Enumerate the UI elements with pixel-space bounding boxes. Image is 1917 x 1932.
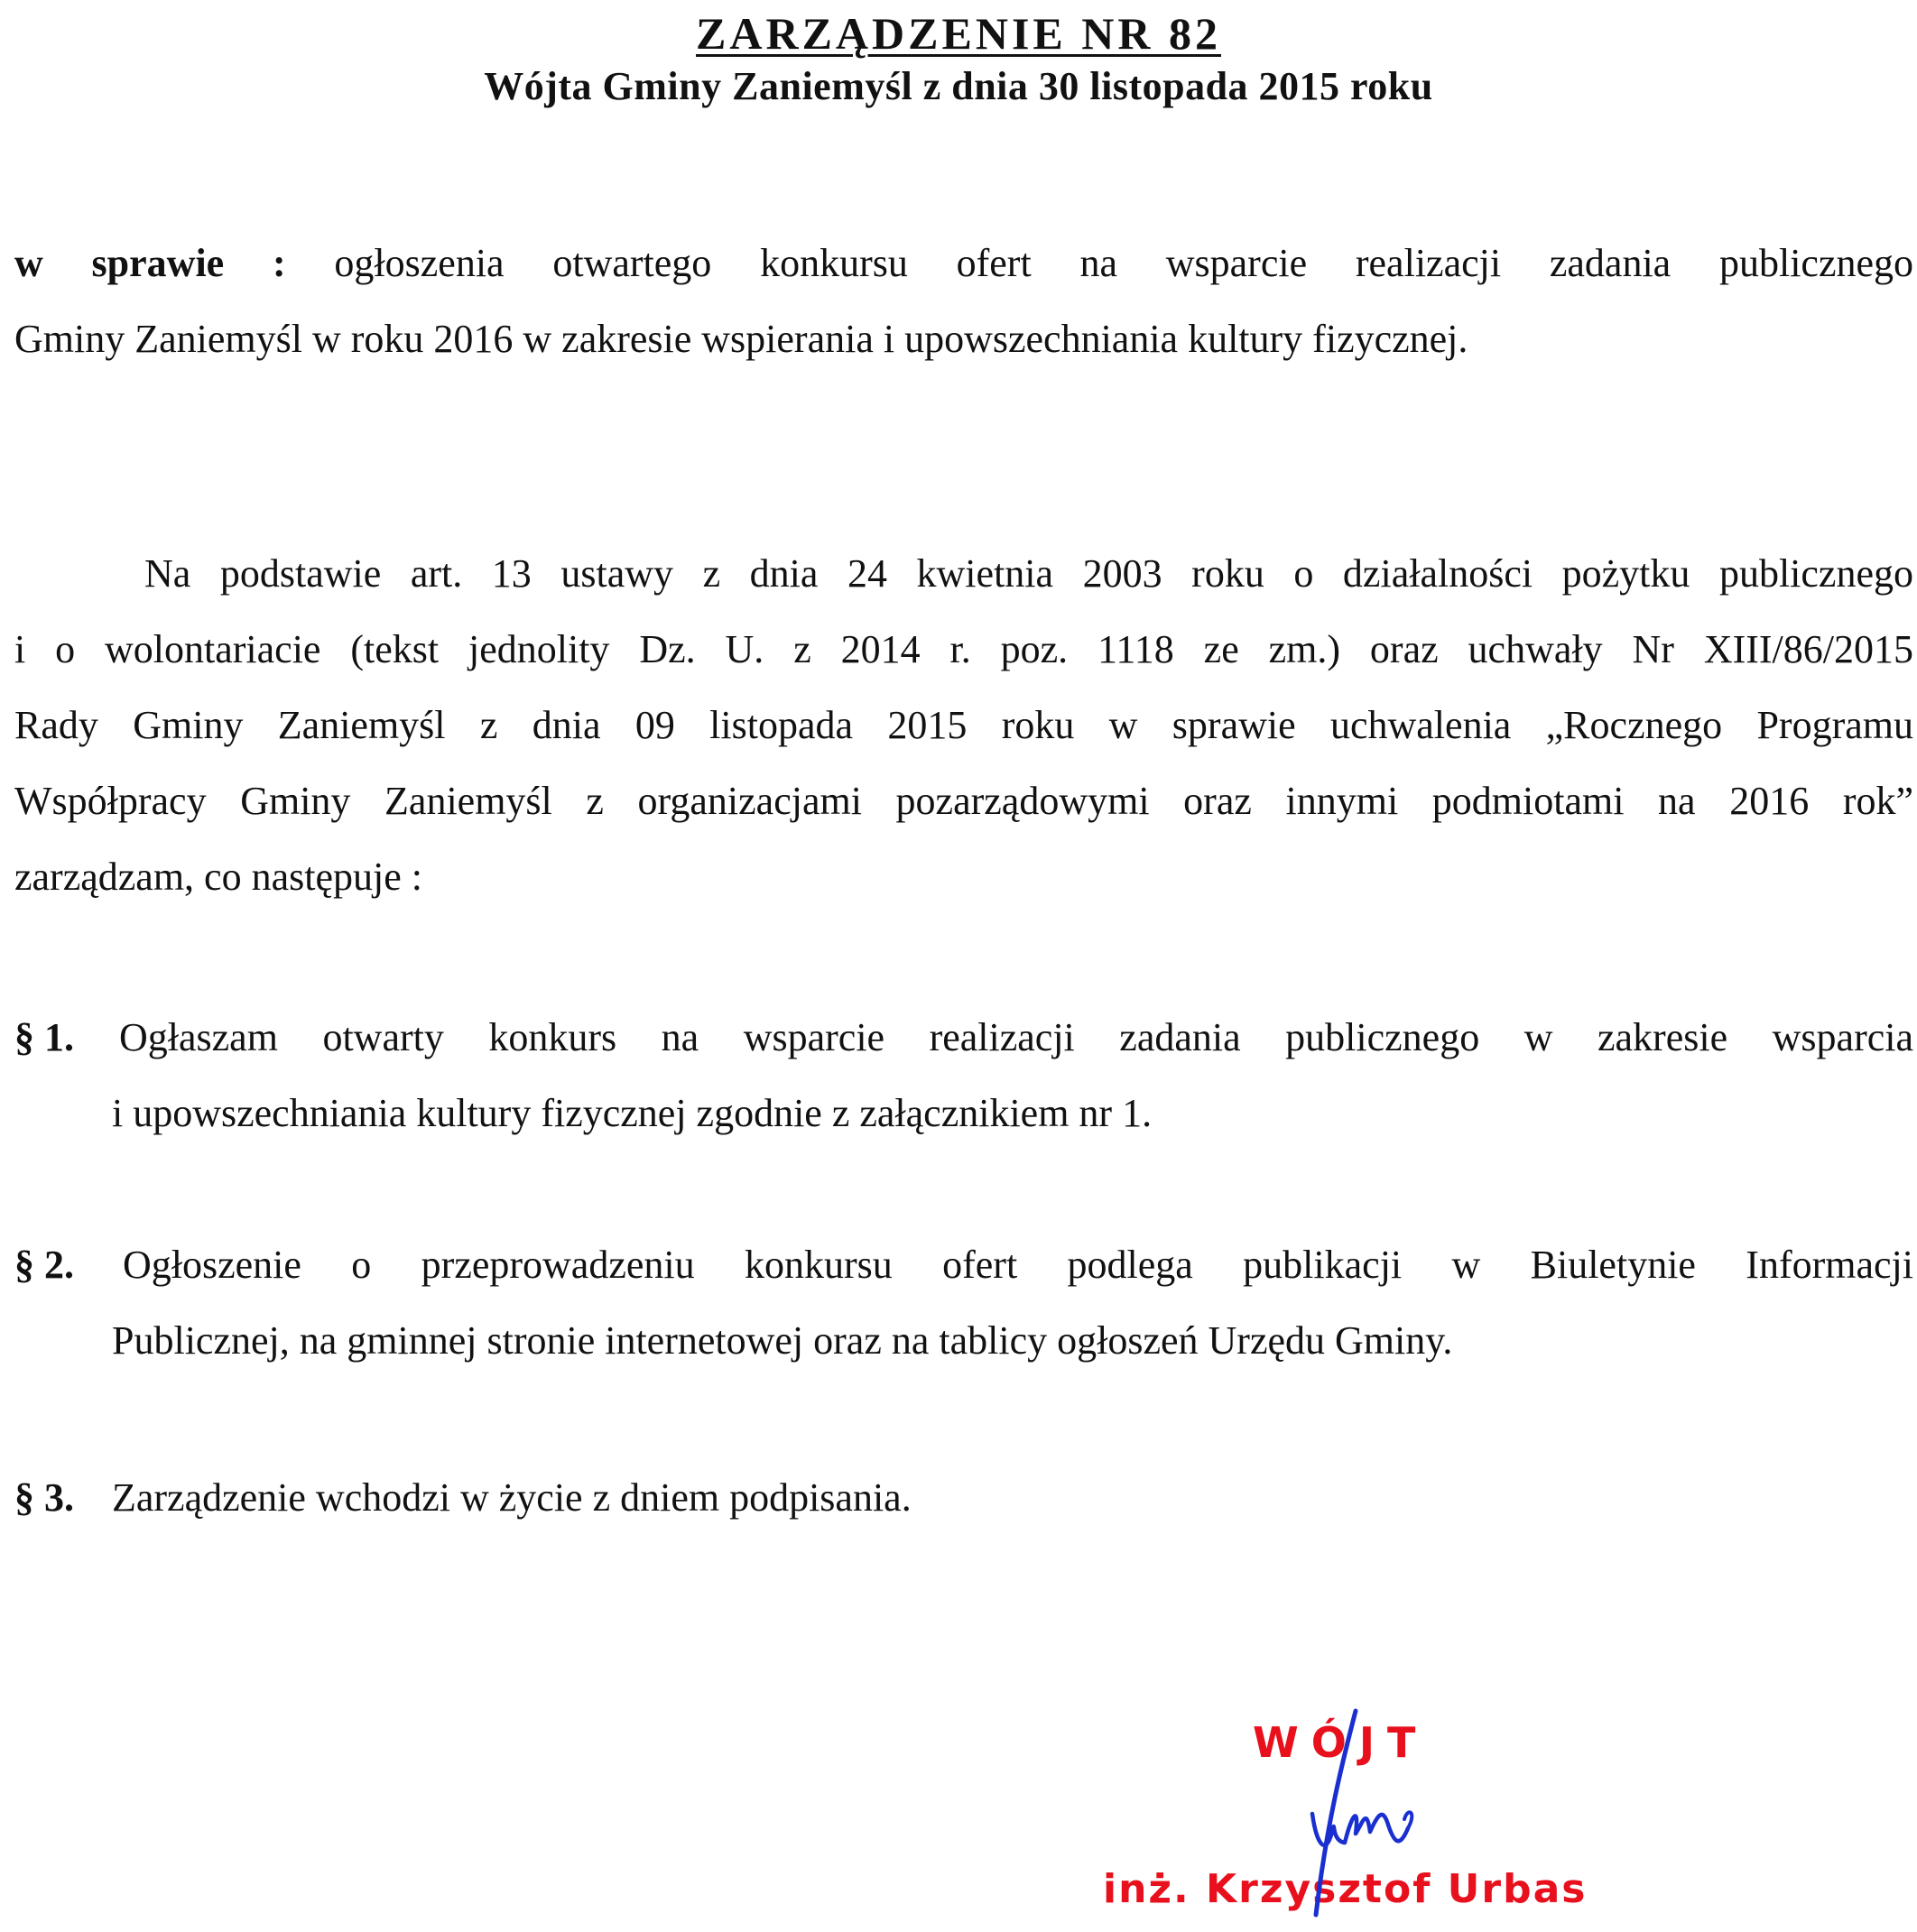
subject-line-2: Gminy Zaniemyśl w roku 2016 w zakresie wspierania i upowszechniania kultury fizycznej. — [14, 317, 1468, 361]
preamble-line-4: Współpracy Gminy Zaniemyśl z organizacjami pozarządowymi oraz innymi podmiotami na 2016 rok” — [14, 779, 1913, 823]
stamp-title: WÓJT — [1253, 1718, 1429, 1767]
handwritten-signature — [1273, 1706, 1444, 1922]
stamp-name: inż. Krzysztof Urbas — [1103, 1866, 1588, 1912]
preamble-line-5: zarządzam, co następuje : — [14, 855, 422, 899]
paragraph-3-number: § 3. — [14, 1475, 74, 1520]
paragraph-3-line-1: Zarządzenie wchodzi w życie z dniem podpisania. — [112, 1475, 912, 1520]
document-title: ZARZĄDZENIE NR 82 — [696, 8, 1221, 59]
document-subtitle: Wójta Gminy Zaniemyśl z dnia 30 listopada 2015 roku — [484, 64, 1433, 108]
paragraph-1-line-1: Ogłaszam otwarty konkurs na wsparcie realizacji zadania publicznego w zakresie wsparcia — [119, 1015, 1913, 1059]
paragraph-1-line-2: i upowszechniania kultury fizycznej zgodnie z załącznikiem nr 1. — [112, 1091, 1153, 1135]
subject-text-1: ogłoszenia otwartego konkursu ofert na wsparcie realizacji zadania publicznego — [334, 241, 1914, 285]
subject-line-1 — [14, 226, 1913, 301]
preamble-line-1: Na podstawie art. 13 ustawy z dnia 24 kwietnia 2003 roku o działalności pożytku publicznego — [144, 551, 1913, 596]
paragraph-2-line-1: Ogłoszenie o przeprowadzeniu konkursu ofert podlega publikacji w Biuletynie Informacji — [123, 1243, 1913, 1287]
preamble-line-3: Rady Gminy Zaniemyśl z dnia 09 listopada 2015 roku w sprawie uchwalenia „Rocznego Programu — [14, 703, 1913, 747]
paragraph-1-number: § 1. — [14, 1015, 74, 1059]
paragraph-2-number: § 2. — [14, 1243, 74, 1287]
paragraph-2-line-2: Publicznej, na gminnej stronie internetowej oraz na tablicy ogłoszeń Urzędu Gminy. — [112, 1318, 1453, 1363]
subject-label: w sprawie : — [14, 241, 286, 285]
preamble-line-2: i o wolontariacie (tekst jednolity Dz. U. z 2014 r. poz. 1118 ze zm.) oraz uchwały Nr XIII/86/2015 — [14, 627, 1913, 671]
